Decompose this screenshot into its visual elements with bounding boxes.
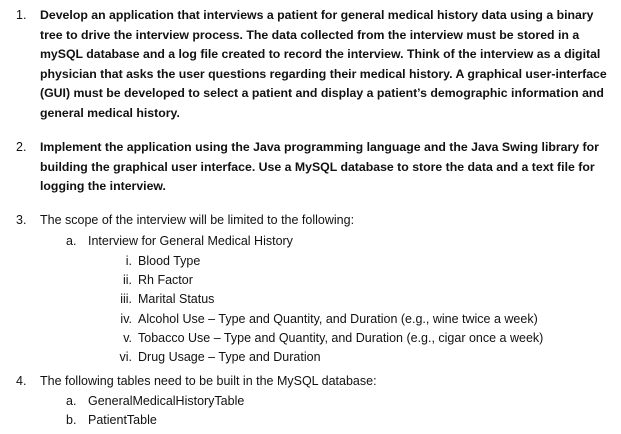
roman-marker: vi. xyxy=(119,350,132,364)
roman-marker: ii. xyxy=(122,273,132,287)
roman-marker: i. xyxy=(125,254,132,268)
item-text: Develop an application that interviews a patient for general medical history data using a binary tree to drive the interview process. The data collected from the interview must be stored in a mySQL database and a log file created to record the interview. Think of the interview as a digital physician that asks the user questions regarding their medical history. A graphical user-interface (GUI) must be developed to select a patient and display a patient’s demographic information and general medical history. xyxy=(40,8,607,120)
roman-marker: iv. xyxy=(120,312,132,326)
sub-item-marker: b. xyxy=(66,413,77,427)
sub-item-text: GeneralMedicalHistoryTable xyxy=(88,394,245,408)
item-number: 3. xyxy=(16,213,27,227)
roman-text: Tobacco Use – Type and Quantity, and Duration (e.g., cigar once a week) xyxy=(138,331,544,345)
roman-text: Marital Status xyxy=(138,292,215,306)
sub-item-text: Interview for General Medical History xyxy=(88,234,293,248)
item-number: 4. xyxy=(16,374,27,388)
roman-text: Rh Factor xyxy=(138,273,193,287)
roman-text: Alcohol Use – Type and Quantity, and Duration (e.g., wine twice a week) xyxy=(138,312,538,326)
item-number: 2. xyxy=(16,140,27,154)
item-text: The scope of the interview will be limited to the following: xyxy=(40,213,355,227)
item-number: 1. xyxy=(16,8,27,22)
roman-marker: v. xyxy=(123,331,132,345)
roman-marker: iii. xyxy=(120,292,132,306)
item-text: The following tables need to be built in the MySQL database: xyxy=(40,374,377,388)
sub-item-marker: a. xyxy=(66,234,77,248)
roman-text: Drug Usage – Type and Duration xyxy=(138,350,321,364)
item-text: Implement the application using the Java programming language and the Java Swing library for building the graphical user interface. Use a MySQL database to store the data and a text file for logging the interview. xyxy=(40,140,599,194)
roman-text: Blood Type xyxy=(138,254,201,268)
sub-item-text: PatientTable xyxy=(88,413,157,427)
sub-item-marker: a. xyxy=(66,394,77,408)
